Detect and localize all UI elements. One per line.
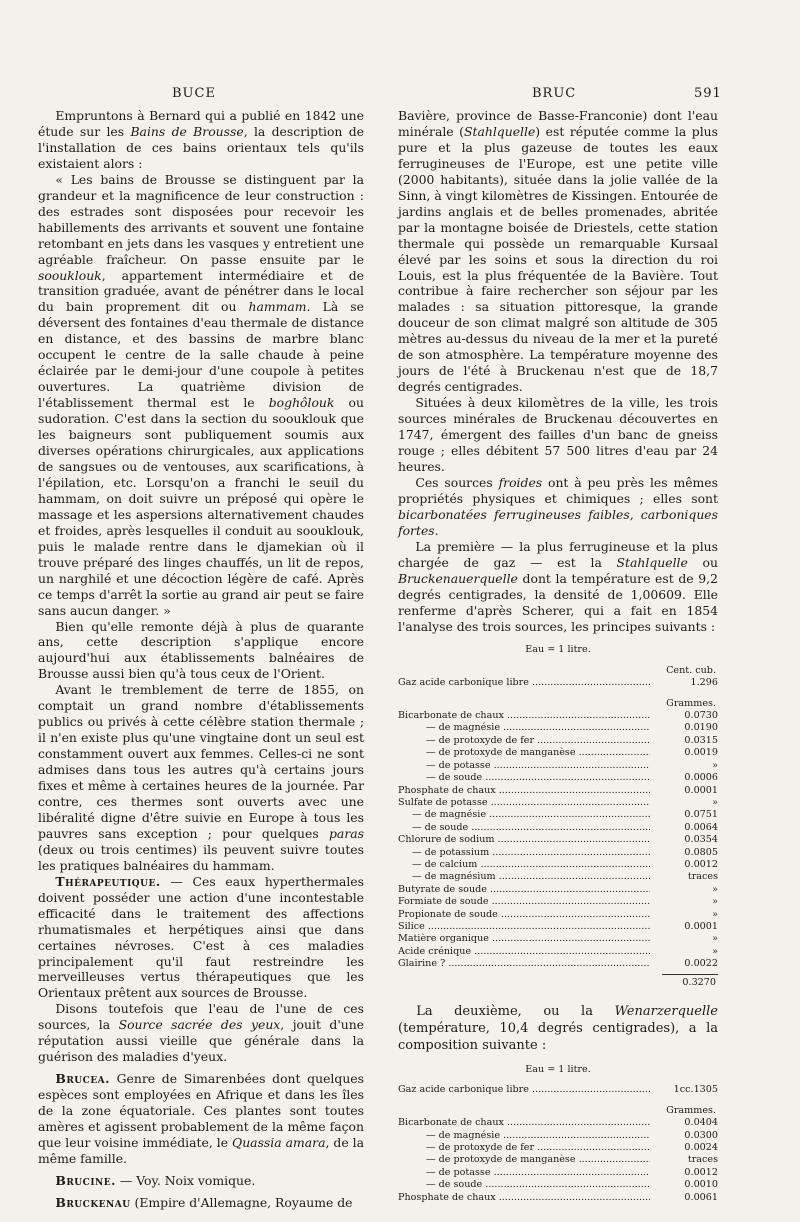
row-value: » xyxy=(712,945,718,957)
row-name: Gaz acide carbonique libre ..... xyxy=(398,1084,650,1096)
paragraph: Ces sources froides ont à peu près les mêmes propriétés physiques et chimiques ; elles sont bicarbonatées ferrugineuses faibles, carboniques fortes. xyxy=(398,474,718,538)
header-center: BRUC xyxy=(532,86,577,101)
row-value: 1cc.1305 xyxy=(673,1084,718,1096)
row-name: Bicarbonate de chaux ..... xyxy=(398,1117,650,1129)
table-row xyxy=(398,933,718,945)
table-row xyxy=(398,1117,718,1129)
row-value: 0.0354 xyxy=(684,834,718,846)
table-row xyxy=(398,747,718,759)
row-name: — de potassium ..... xyxy=(398,847,650,859)
row-name: — de potasse ..... xyxy=(398,1167,650,1179)
table-row xyxy=(398,735,718,747)
row-name: — de soude ..... xyxy=(398,772,650,784)
table-row xyxy=(398,760,718,772)
row-value: 0.0012 xyxy=(684,1166,718,1178)
row-name: Acide crénique ..... xyxy=(398,946,650,958)
table-unit-label: Grammes. xyxy=(666,697,716,709)
table-caption: Eau = 1 litre. xyxy=(525,1064,591,1076)
analysis-table-stahlquelle xyxy=(398,644,718,989)
table-row xyxy=(398,677,718,689)
row-name: Butyrate de soude ..... xyxy=(398,884,650,896)
table-row xyxy=(398,1167,718,1179)
table-row xyxy=(398,958,718,970)
table-row xyxy=(398,1130,718,1142)
table-rows xyxy=(398,710,718,971)
table-row xyxy=(398,1179,718,1191)
row-value: » xyxy=(712,933,718,945)
row-value: 0.0061 xyxy=(684,1191,718,1203)
row-name: Propionate de soude ..... xyxy=(398,909,650,921)
row-value: traces xyxy=(687,871,718,883)
row-value: 0.0024 xyxy=(684,1142,718,1154)
row-value: 0.0019 xyxy=(684,747,718,759)
table-row xyxy=(398,909,718,921)
page-number: 591 xyxy=(694,86,722,101)
paragraph: Avant le tremblement de terre de 1855, on comptait un grand nombre d'établissements publics ou privés à cette célèbre station thermale ; il n'en existe plus qu'une vingtaine dont un seul est constamment ouvert aux femmes. Celles-ci ne sont admises dans tous les autres qu'à certains jours fixes et même à certaines heures de la journée. Par contre, ces thermes sont ouverts avec une libéralité digne d'être suivie en Europe à tous les pauvres sans exception ; pour quelques paras (deux ou trois centimes) ils peuvent suivre toutes les pratiques balnéaires du hammam. xyxy=(38,682,364,873)
table-row xyxy=(398,822,718,834)
table-row xyxy=(398,1142,718,1154)
row-name: — de magnésie ..... xyxy=(398,722,650,734)
paragraph-therapeutique: Thérapeutique. — Ces eaux hyperthermales doivent posséder une action d'une incontestable efficacité dans le traitement des affections rhumatismales et herpétiques ainsi que dans certaines névroses. C'est à ces maladies principalement qu'il faut restreindre les merveilleuses vertus thérapeutiques que les Orientaux prêtent aux sources de Brousse. xyxy=(38,873,364,1001)
row-value: 0.0022 xyxy=(684,958,718,970)
row-name: Phosphate de chaux ..... xyxy=(398,1192,650,1204)
row-name: Bicarbonate de chaux ..... xyxy=(398,710,650,722)
table-row xyxy=(398,797,718,809)
header-left: BUCE xyxy=(172,86,216,101)
row-value: 0.0751 xyxy=(684,809,718,821)
row-name: — de magnésium ..... xyxy=(398,871,650,883)
row-value: 0.0001 xyxy=(684,920,718,932)
table-total: 0.3270 xyxy=(682,976,716,988)
row-value: 0.0404 xyxy=(684,1117,718,1129)
row-name: — de calcium ..... xyxy=(398,859,650,871)
row-name: — de protoxyde de manganèse ..... xyxy=(398,747,650,759)
row-value: 0.0190 xyxy=(684,722,718,734)
table-row xyxy=(398,921,718,933)
table-row xyxy=(398,772,718,784)
table-rows xyxy=(398,1117,718,1204)
row-value: 1.296 xyxy=(690,677,718,689)
row-name: Chlorure de sodium ..... xyxy=(398,834,650,846)
row-name: — de protoxyde de fer ..... xyxy=(398,1142,650,1154)
table-row xyxy=(398,785,718,797)
row-value: 0.0010 xyxy=(684,1179,718,1191)
row-name: Formiate de soude ..... xyxy=(398,896,650,908)
table-row xyxy=(398,871,718,883)
paragraph: La première — la plus ferrugineuse et la plus chargée de gaz — est la Stahlquelle ou Bruckenauerquelle dont la température est de 9,2 degrés centigrades, la densité de 1,00609. Elle renferme d'après Scherer, qui a fait en 1854 l'analyse des trois sources, les principes suivants : xyxy=(398,538,718,634)
paragraph: Bien qu'elle remonte déjà à plus de quarante ans, cette description s'applique encore aujourd'hui aux établissements balnéaires de Brousse aussi bien qu'à tous ceux de l'Orient. xyxy=(38,618,364,682)
row-value: » xyxy=(712,759,718,771)
row-value: » xyxy=(712,796,718,808)
table-unit-label: Cent. cub. xyxy=(666,664,716,676)
table-row xyxy=(398,834,718,846)
paragraph: Empruntons à Bernard qui a publié en 1842 une étude sur les Bains de Brousse, la description de l'installation de ces bains orientaux tels qu'ils existaient alors : xyxy=(38,108,364,171)
row-name: — de protoxyde de manganèse ..... xyxy=(398,1154,650,1166)
table-row xyxy=(398,884,718,896)
row-name: Glairine ? ..... xyxy=(398,958,650,970)
row-name: Gaz acide carbonique libre ..... xyxy=(398,677,650,689)
row-value: traces xyxy=(687,1154,718,1166)
row-value: 0.0805 xyxy=(684,846,718,858)
table-row xyxy=(398,809,718,821)
table-row xyxy=(398,859,718,871)
row-name: Sulfate de potasse ..... xyxy=(398,797,650,809)
table-row xyxy=(398,710,718,722)
total-rule xyxy=(662,974,718,975)
row-name: — de magnésie ..... xyxy=(398,809,650,821)
table-row xyxy=(398,946,718,958)
paragraph: Situées à deux kilomètres de la ville, les trois sources minérales de Bruckenau découvertes en 1747, émergent des failles d'un banc de gneiss rouge ; elles débitent 57 500 litres d'eau par 24 heures. xyxy=(398,395,718,474)
row-value: 0.0006 xyxy=(684,772,718,784)
row-value: » xyxy=(712,883,718,895)
table-row xyxy=(398,1084,718,1096)
row-name: — de soude ..... xyxy=(398,822,650,834)
table-row xyxy=(398,1192,718,1204)
left-column xyxy=(38,108,364,1211)
table-row xyxy=(398,1154,718,1166)
row-value: » xyxy=(712,896,718,908)
table-row xyxy=(398,896,718,908)
row-value: 0.0300 xyxy=(684,1129,718,1141)
table-row xyxy=(398,722,718,734)
table-unit-label: Grammes. xyxy=(666,1104,716,1116)
paragraph: Bavière, province de Basse-Franconie) dont l'eau minérale (Stahlquelle) est réputée comme la plus pure et la plus gazeuse de toutes les eaux ferrugineuses de l'Europe, est une petite ville (2000 habitants), située dans la jolie vallée de la Sinn, à vingt kilomètres de Kissingen. Entourée de jardins anglais et de belles promenades, abritée par la montagne boisée de Driestels, cette station thermale qui possède un remarquable Kursaal élevé par les soins et sous la direction du roi Louis, est la plus fréquentée de la Bavière. Tout contribue à faire rechercher son séjour par les malades : sa situation pittoresque, la grande douceur de son climat malgré son altitude de 305 mètres au-dessus du niveau de la mer et la pureté de son atmosphère. La température moyenne des jours de l'été à Bruckenau n'est que de 18,7 degrés centigrades. xyxy=(398,108,718,395)
row-name: — de magnésie ..... xyxy=(398,1130,650,1142)
row-value: 0.0001 xyxy=(684,784,718,796)
running-header xyxy=(0,86,800,106)
row-value: 0.0730 xyxy=(684,710,718,722)
row-value: 0.0315 xyxy=(684,734,718,746)
quotation-paragraph: « Les bains de Brousse se distinguent par la grandeur et la magnificence de leur construction : des estrades sont disposées pour recevoir les habillements des arrivants et souvent une fontaine retombant en jets dans les vasques y entretient une agréable fraîcheur. On passe ensuite par le soouklouk, appartement intermédiaire et de transition graduée, avant de pénétrer dans le local du bain proprement dit ou hammam. Là se déversent des fontaines d'eau thermale de distance en distance, et des bassins de marbre blanc occupent le centre de la salle chaude à peine éclairée par le demi-jour d'une coupole à petites ouvertures. La quatrième division de l'établissement thermal est le boghôlouk ou sudoration. C'est dans la section du soouklouk que les baigneurs sont publiquement soumis aux diverses opérations chirurgicales, aux applications de sangsues ou de ventouses, aux scarifications, à l'épilation, etc. Lorsqu'on a franchi le seuil du hammam, on doit suivre un préposé qui opère le massage et les aspersions alternativement chaudes et froides, après lesquelles il conduit au soouklouk, puis le malade rentre dans le djamekian où il trouve préparé des linges chauffés, un lit de repos, un narghilé et une décoction légère de café. Après ce temps d'arrêt la sortie au grand air peut se faire sans aucun danger. » xyxy=(38,171,364,618)
row-name: Phosphate de chaux ..... xyxy=(398,785,650,797)
table-row xyxy=(398,847,718,859)
row-name: — de potasse ..... xyxy=(398,760,650,772)
paragraph: Disons toutefois que l'eau de l'une de ces sources, la Source sacrée des yeux, jouit d'une réputation aussi vieille que générale dans la guérison des maladies d'yeux. xyxy=(38,1001,365,1065)
row-name: — de protoxyde de fer ..... xyxy=(398,735,650,747)
table-caption: Eau = 1 litre. xyxy=(525,644,591,656)
paragraph: La deuxième, ou la Wenarzerquelle (température, 10,4 degrés centigrades), a la composition suivante : xyxy=(398,1004,718,1054)
entry-bruckenau: Bruckenau (Empire d'Allemagne, Royaume de xyxy=(55,1194,353,1210)
right-column xyxy=(398,108,718,1204)
row-name: — de soude ..... xyxy=(398,1179,650,1191)
row-value: » xyxy=(712,908,718,920)
entry-brucea: Brucea. Genre de Simarenbées dont quelques espèces sont employées en Afrique et dans les îles de la zone équatoriale. Ces plantes sont toutes amères et agissent probablement de la même façon que leur voisine immédiate, le Quassia amara, de la même famille. xyxy=(38,1071,364,1166)
row-name: Matière organique ..... xyxy=(398,933,650,945)
row-value: 0.0012 xyxy=(684,858,718,870)
analysis-table-wenarzerquelle xyxy=(398,1064,718,1204)
entry-brucine: Brucine. — Voy. Noix vomique. xyxy=(55,1172,256,1188)
row-value: 0.0064 xyxy=(684,821,718,833)
row-name: Silice ..... xyxy=(398,921,650,933)
